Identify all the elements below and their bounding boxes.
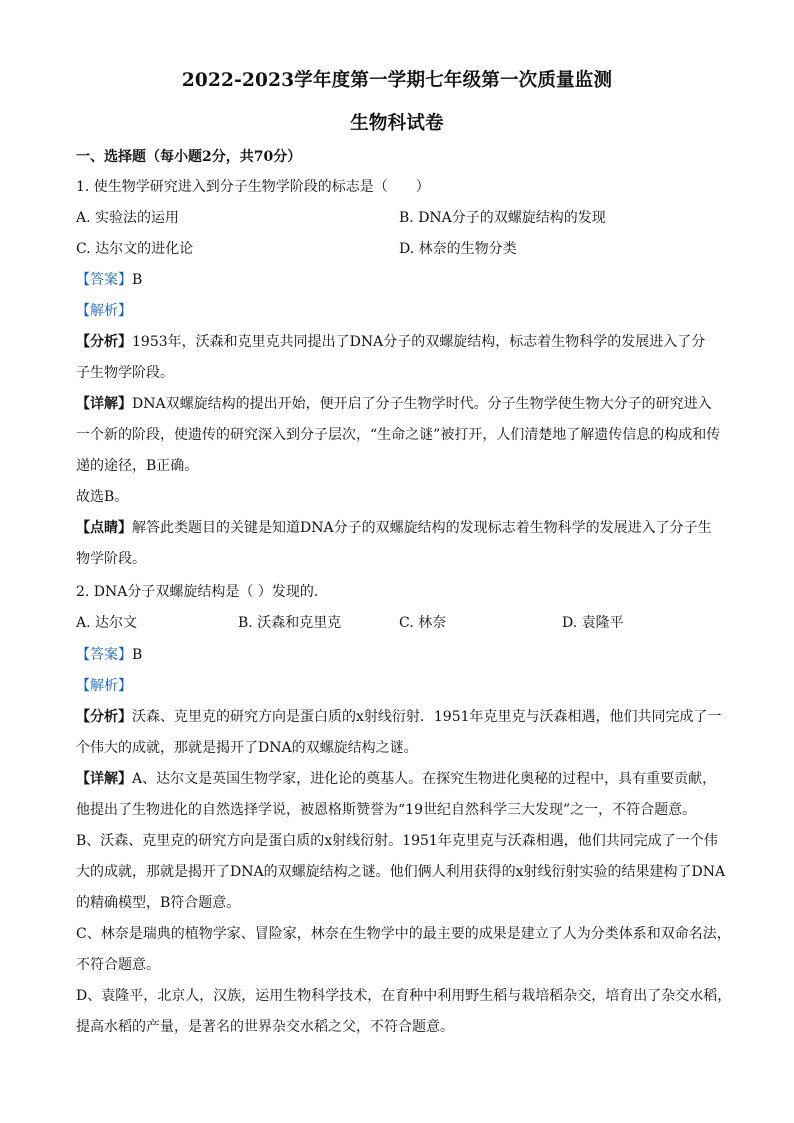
question-2-answer bbox=[76, 645, 142, 665]
question-1-dianjing-line-1 bbox=[76, 518, 712, 538]
question-2-b-line-1: B、沃森、克里克的研究方向是蛋白质的x射线衍射。1951年克里克与沃森相遇，他们共同完成了一个伟 bbox=[76, 833, 718, 849]
question-2-option-d: D. 袁隆平 bbox=[562, 615, 624, 631]
question-1-xiangjie-line-2: 一个新的阶段，使遗传的研究深入到分子层次，“生命之谜”被打开，人们清楚地了解遗传信息的构成和传 bbox=[76, 427, 721, 443]
question-2-fenxi-line-2: 个伟大的成就，那就是揭开了DNA的双螺旋结构之谜。 bbox=[76, 740, 418, 756]
analysis-label: 【解析】 bbox=[76, 303, 132, 319]
question-1-fenxi-line-1 bbox=[76, 332, 705, 352]
question-1-option-d: D. 林奈的生物分类 bbox=[399, 241, 517, 257]
question-2-fenxi-line-1 bbox=[76, 707, 722, 727]
question-2-xiangjie-line-2: 他提出了生物进化的自然选择学说，被恩格斯赞誉为“19世纪自然科学三大发现”之一，不符合题意。 bbox=[76, 802, 697, 818]
xiangjie-text: A、达尔文是英国生物学家，进化论的奠基人。在探究生物进化奥秘的过程中，具有重要贡献， bbox=[132, 771, 717, 787]
fenxi-label: 【分析】 bbox=[76, 334, 132, 350]
question-2-d-line-2: 提高水稻的产量，是著名的世界杂交水稻之父，不符合题意。 bbox=[76, 1019, 454, 1035]
question-2-option-b: B. 沃森和克里克 bbox=[238, 615, 342, 631]
xiangjie-label: 【详解】 bbox=[76, 396, 132, 412]
question-2-b-line-3: 的精确模型，B符合题意。 bbox=[76, 895, 241, 911]
page-subtitle: 生物科试卷 bbox=[350, 113, 444, 134]
answer-label: 【答案】 bbox=[76, 647, 132, 663]
question-1-fenxi-line-2: 子生物学阶段。 bbox=[76, 365, 174, 381]
section-heading: 一、选择题（每小题2分，共70分） bbox=[76, 149, 302, 165]
question-1-option-c: C. 达尔文的进化论 bbox=[76, 241, 194, 257]
question-2-xiangjie-line-1 bbox=[76, 769, 716, 789]
question-2-c-line-2: 不符合题意。 bbox=[76, 957, 160, 973]
question-1-analysis-label bbox=[76, 301, 132, 321]
fenxi-label: 【分析】 bbox=[76, 709, 132, 725]
question-1-option-b: B. DNA分子的双螺旋结构的发现 bbox=[399, 210, 606, 226]
question-2-stem: 2. DNA分子双螺旋结构是（ ）发现的． bbox=[76, 584, 328, 600]
question-1-conclusion: 故选B。 bbox=[76, 489, 129, 505]
question-2-analysis-label bbox=[76, 676, 132, 696]
question-1-option-a: A. 实验法的运用 bbox=[76, 210, 180, 226]
xiangjie-text: DNA双螺旋结构的提出开始，便开启了分子生物学时代。分子生物学使生物大分子的研究进入 bbox=[132, 396, 712, 412]
analysis-label: 【解析】 bbox=[76, 678, 132, 694]
fenxi-text: 1953年，沃森和克里克共同提出了DNA分子的双螺旋结构，标志着生物科学的发展进入了分 bbox=[132, 334, 706, 350]
question-2-c-line-1: C、林奈是瑞典的植物学家、冒险家，林奈在生物学中的最主要的成果是建立了人为分类体系和双命名法， bbox=[76, 926, 731, 942]
xiangjie-label: 【详解】 bbox=[76, 771, 132, 787]
question-2-option-c: C. 林奈 bbox=[399, 615, 447, 631]
question-2-b-line-2: 大的成就，那就是揭开了DNA的双螺旋结构之谜。他们俩人利用获得的x射线衍射实验的结果建构了DNA bbox=[76, 864, 726, 880]
dianjing-label: 【点睛】 bbox=[76, 520, 132, 536]
question-1-answer bbox=[76, 270, 142, 290]
dianjing-text: 解答此类题目的关键是知道DNA分子的双螺旋结构的发现标志着生物科学的发展进入了分子生 bbox=[132, 520, 712, 536]
fenxi-text: 沃森、克里克的研究方向是蛋白质的x射线衍射．1951年克里克与沃森相遇，他们共同完成了一 bbox=[132, 709, 722, 725]
question-1-dianjing-line-2: 物学阶段。 bbox=[76, 551, 146, 567]
question-1-stem: 1. 使生物学研究进入到分子生物学阶段的标志是（ ） bbox=[76, 179, 430, 195]
page-title: 2022-2023学年度第一学期七年级第一次质量监测 bbox=[181, 70, 613, 91]
question-2-option-a: A. 达尔文 bbox=[76, 615, 138, 631]
answer-value: B bbox=[132, 272, 143, 288]
question-1-xiangjie-line-1 bbox=[76, 394, 712, 414]
answer-label: 【答案】 bbox=[76, 272, 132, 288]
answer-value: B bbox=[132, 647, 143, 663]
question-1-xiangjie-line-3: 递的途径，B正确。 bbox=[76, 458, 199, 474]
question-2-d-line-1: D、袁隆平，北京人，汉族，运用生物科学技术，在育种中利用野生稻与栽培稻杂交，培育出了杂交水稻， bbox=[76, 988, 732, 1004]
